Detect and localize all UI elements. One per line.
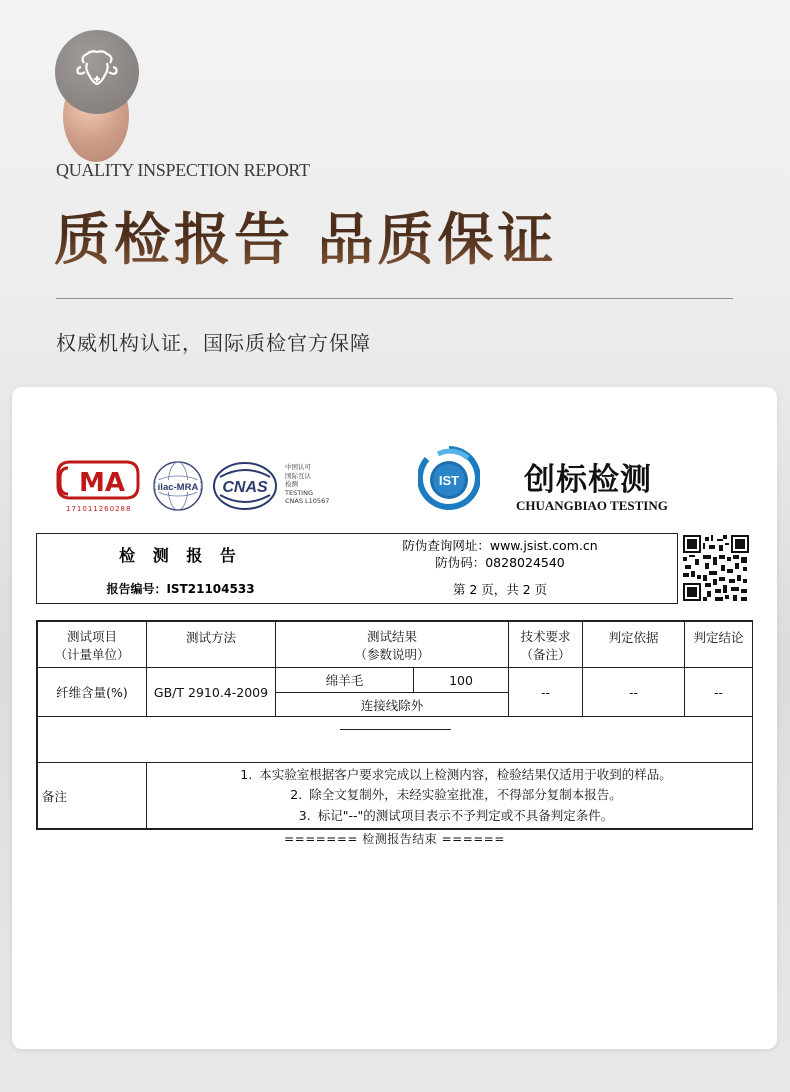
- ilac-text: ilac-MRA: [157, 482, 199, 493]
- cnas-accreditation-text: 中国认可 国际互认 检测 TESTING CNAS L10567: [285, 463, 330, 505]
- report-number: 报告编号：IST21104533: [106, 582, 255, 596]
- page-subtitle: 权威机构认证，国际质检官方保障: [56, 331, 371, 355]
- page-title: 质检报告 品质保证: [54, 196, 558, 276]
- code-line: 防伪码：0828024540: [435, 555, 565, 570]
- ilac-mra-logo: [152, 460, 204, 512]
- cma-number: 171011260288: [66, 505, 132, 513]
- quality-label: QUALITY INSPECTION REPORT: [56, 160, 310, 180]
- col-requirement: 技术要求 （备注）: [509, 622, 583, 668]
- cell-result-note: 连接线除外: [276, 693, 509, 717]
- col-item: 测试项目 （计量单位）: [38, 622, 147, 668]
- ist-text: IST: [438, 473, 460, 488]
- note-item: 1. 本实验室根据客户要求完成以上检测内容，检验结果仅适用于收到的样品。: [240, 766, 672, 782]
- cell-item: 纤维含量(%): [38, 668, 147, 717]
- company-name-cn: 创标检测: [524, 462, 652, 498]
- anti-counterfeit-info: [324, 534, 676, 575]
- qr-code-icon: [683, 535, 749, 601]
- table-header-row: [38, 622, 753, 668]
- page-info: 第 2 页，共 2 页: [452, 581, 548, 597]
- divider: [56, 298, 733, 299]
- cnas-logo: [212, 461, 278, 511]
- cell-requirement: --: [509, 668, 583, 717]
- notes-label: 备注: [38, 763, 147, 829]
- report-title: 检 测 报 告: [119, 546, 242, 565]
- cell-result-name: 绵羊毛: [276, 668, 414, 693]
- test-result-table: [36, 620, 753, 830]
- website-line: 防伪查询网址：www.jsist.com.cn: [402, 538, 598, 553]
- col-basis: 判定依据: [583, 622, 685, 668]
- table-blank-row: [38, 717, 753, 763]
- short-rule: [340, 729, 451, 730]
- cell-conclusion: --: [685, 668, 753, 717]
- note-item: 3. 标记"--"的测试项目表示不予判定或不具备判定条件。: [298, 807, 614, 823]
- col-conclusion: 判定结论: [685, 622, 753, 668]
- blank-cell: [38, 717, 753, 763]
- company-name-en: CHUANGBIAO TESTING: [516, 498, 668, 513]
- cell-result-value: 100: [414, 668, 509, 693]
- notes-list: [147, 763, 753, 829]
- col-method: 测试方法: [147, 622, 276, 668]
- col-result: 测试结果 （参数说明）: [276, 622, 509, 668]
- ist-logo: [418, 446, 480, 512]
- cnas-text: CNAS: [222, 479, 268, 496]
- cell-basis: --: [583, 668, 685, 717]
- sheep-icon: [55, 30, 139, 114]
- table-row: [38, 668, 753, 693]
- report-end-marker: ======= 检测报告结束 ======: [284, 832, 505, 846]
- notes-row: [38, 763, 753, 829]
- note-item: 2. 除全文复制外，未经实验室批准，不得部分复制本报告。: [290, 787, 622, 803]
- cma-text: MA: [79, 468, 125, 498]
- cell-method: GB/T 2910.4-2009: [147, 668, 276, 717]
- brand-logo: [55, 30, 139, 130]
- report-header-table: [36, 533, 678, 604]
